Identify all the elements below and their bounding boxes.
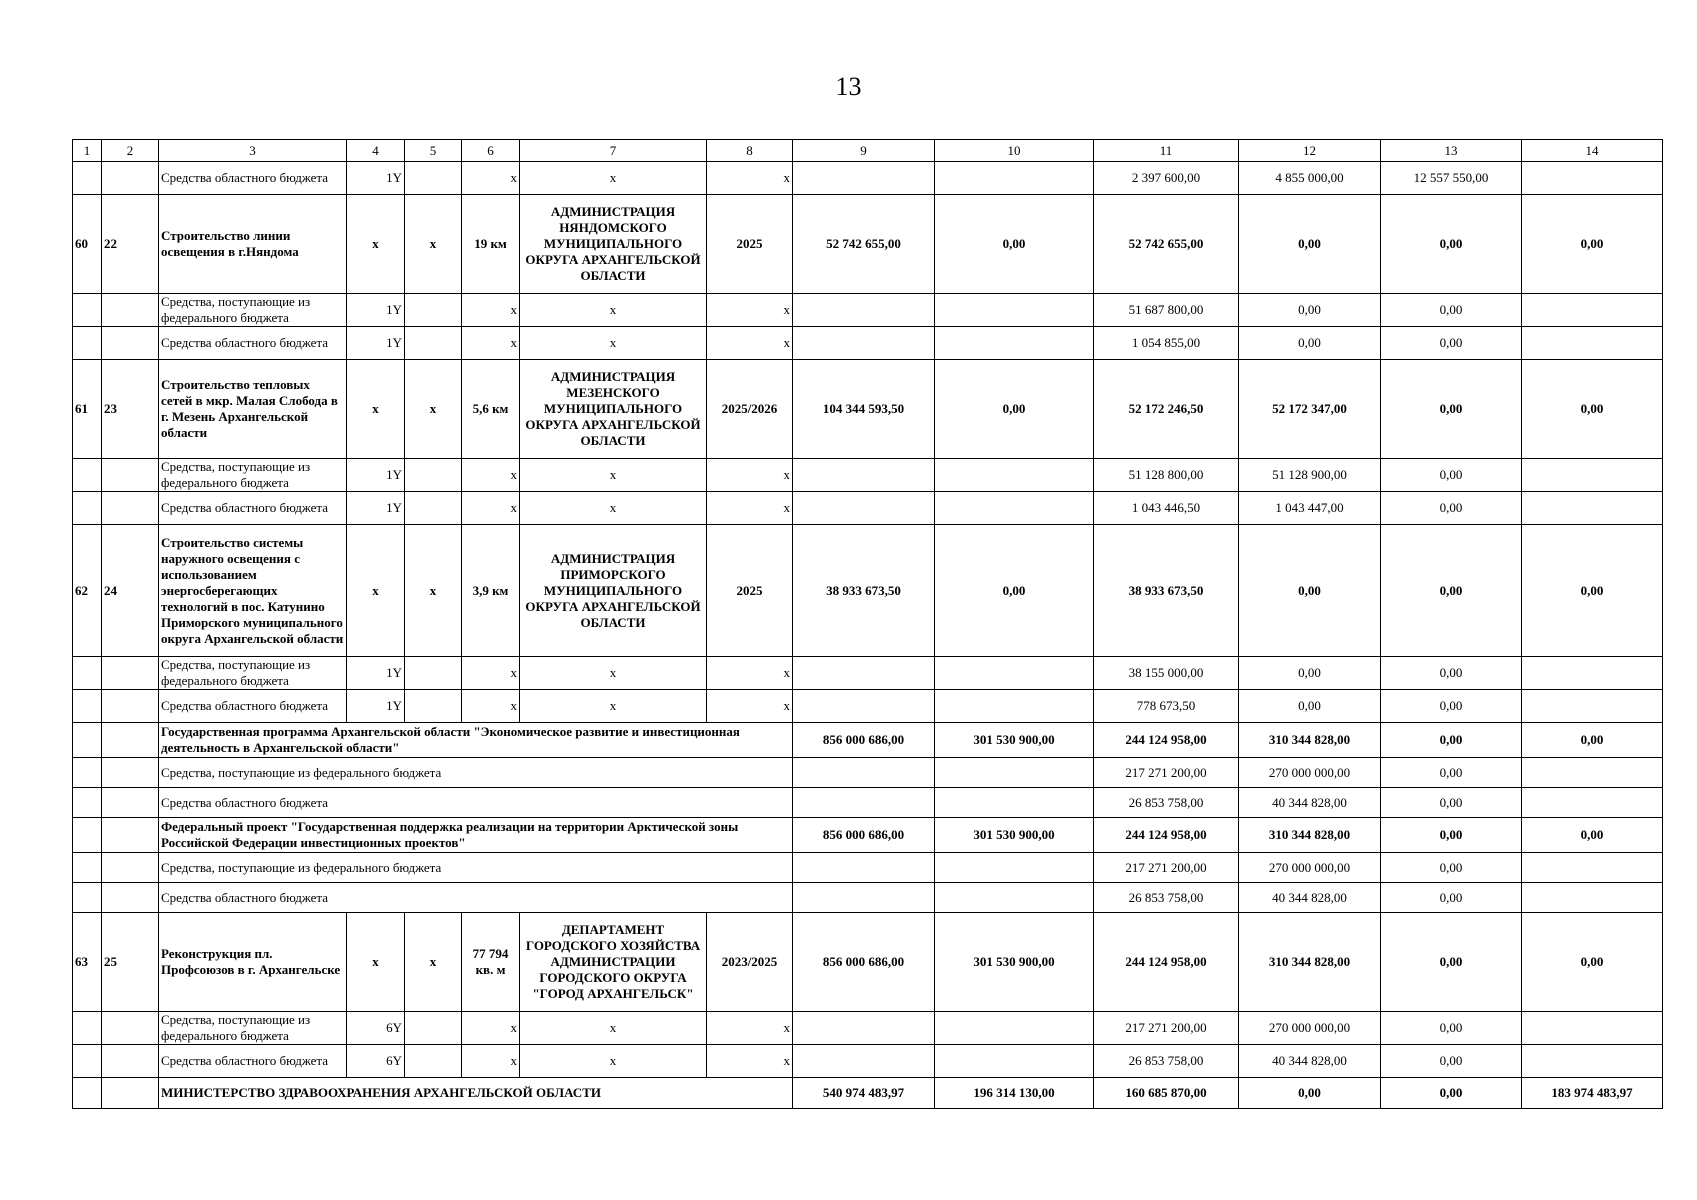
cell-amount: 1 054 855,00: [1094, 327, 1239, 360]
column-number: 14: [1522, 140, 1663, 162]
cell-period: x: [707, 327, 793, 360]
column-number: 5: [405, 140, 462, 162]
cell-amount: 540 974 483,97: [793, 1078, 935, 1109]
column-number: 1: [73, 140, 102, 162]
cell-amount: 1 043 447,00: [1239, 492, 1381, 525]
cell-amount: 856 000 686,00: [793, 913, 935, 1012]
table-row: [73, 723, 1663, 758]
cell-amount: 856 000 686,00: [793, 723, 935, 758]
cell-amount: 0,00: [1522, 913, 1663, 1012]
cell-amount: 0,00: [935, 525, 1094, 657]
cell-capacity: x: [462, 492, 520, 525]
cell-amount: 0,00: [1381, 818, 1522, 853]
column-number: 10: [935, 140, 1094, 162]
table-row: [73, 1078, 1663, 1109]
cell-amount: 4 855 000,00: [1239, 162, 1381, 195]
cell-col5: x: [405, 525, 462, 657]
cell-amount: 0,00: [1381, 360, 1522, 459]
cell-amount: 40 344 828,00: [1239, 883, 1381, 913]
cell-amount: 160 685 870,00: [1094, 1078, 1239, 1109]
cell-period: x: [707, 657, 793, 690]
cell-code: 1Y: [347, 657, 405, 690]
cell-amount: 0,00: [1381, 1012, 1522, 1045]
cell-amount: 301 530 900,00: [935, 723, 1094, 758]
cell-object-number: 23: [102, 360, 159, 459]
cell-amount: 0,00: [1239, 294, 1381, 327]
cell-capacity: 19 км: [462, 195, 520, 294]
cell-code: 1Y: [347, 162, 405, 195]
cell-capacity: x: [462, 1012, 520, 1045]
cell-amount: 26 853 758,00: [1094, 883, 1239, 913]
cell-amount: 0,00: [1239, 657, 1381, 690]
cell-amount: 51 128 800,00: [1094, 459, 1239, 492]
cell-code: x: [347, 525, 405, 657]
cell-capacity: 5,6 км: [462, 360, 520, 459]
cell-amount: 778 673,50: [1094, 690, 1239, 723]
funding-source: Средства, поступающие из федерального бюджета: [159, 657, 347, 690]
cell-amount: 217 271 200,00: [1094, 758, 1239, 788]
cell-amount: 0,00: [1381, 1045, 1522, 1078]
table-row: [73, 913, 1663, 1012]
cell-amount: 0,00: [1381, 758, 1522, 788]
cell-object-number: 25: [102, 913, 159, 1012]
cell-amount: 0,00: [1381, 525, 1522, 657]
funding-source: Средства областного бюджета: [159, 788, 793, 818]
cell-code: x: [347, 360, 405, 459]
cell-customer: АДМИНИСТРАЦИЯ ПРИМОРСКОГО МУНИЦИПАЛЬНОГО ОКРУГА АРХАНГЕЛЬСКОЙ ОБЛАСТИ: [520, 525, 707, 657]
cell-amount: 0,00: [1381, 788, 1522, 818]
table-row: [73, 162, 1663, 195]
cell-amount: 0,00: [1239, 327, 1381, 360]
cell-amount: 40 344 828,00: [1239, 788, 1381, 818]
cell-period: 2025/2026: [707, 360, 793, 459]
cell-amount: 270 000 000,00: [1239, 853, 1381, 883]
cell-amount: 0,00: [1239, 525, 1381, 657]
table-row: [73, 294, 1663, 327]
cell-period: x: [707, 492, 793, 525]
cell-period: x: [707, 1045, 793, 1078]
cell-row-number: 62: [73, 525, 102, 657]
cell-amount: 0,00: [1381, 1078, 1522, 1109]
cell-amount: 104 344 593,50: [793, 360, 935, 459]
cell-customer: x: [520, 1012, 707, 1045]
cell-customer: ДЕПАРТАМЕНТ ГОРОДСКОГО ХОЗЯЙСТВА АДМИНИСТРАЦИИ ГОРОДСКОГО ОКРУГА "ГОРОД АРХАНГЕЛЬСК": [520, 913, 707, 1012]
cell-col5: x: [405, 913, 462, 1012]
cell-capacity: x: [462, 690, 520, 723]
cell-customer: x: [520, 162, 707, 195]
cell-amount: 0,00: [1381, 723, 1522, 758]
object-name: Строительство тепловых сетей в мкр. Малая Слобода в г. Мезень Архангельской области: [159, 360, 347, 459]
column-number: 8: [707, 140, 793, 162]
cell-row-number: 60: [73, 195, 102, 294]
cell-amount: 0,00: [1239, 1078, 1381, 1109]
cell-col5: x: [405, 195, 462, 294]
cell-period: x: [707, 294, 793, 327]
table-row: [73, 758, 1663, 788]
cell-customer: x: [520, 492, 707, 525]
table-row: [73, 195, 1663, 294]
cell-amount: 244 124 958,00: [1094, 818, 1239, 853]
cell-amount: 0,00: [1239, 195, 1381, 294]
program-name: Государственная программа Архангельской области "Экономическое развитие и инвестиционная деятельность в Архангельской области": [159, 723, 793, 758]
cell-amount: 0,00: [1381, 195, 1522, 294]
cell-customer: x: [520, 327, 707, 360]
cell-amount: 856 000 686,00: [793, 818, 935, 853]
cell-amount: 51 687 800,00: [1094, 294, 1239, 327]
cell-period: x: [707, 162, 793, 195]
cell-code: 1Y: [347, 459, 405, 492]
ministry-name: МИНИСТЕРСТВО ЗДРАВООХРАНЕНИЯ АРХАНГЕЛЬСКОЙ ОБЛАСТИ: [159, 1078, 793, 1109]
table-row: [73, 459, 1663, 492]
funding-source: Средства областного бюджета: [159, 327, 347, 360]
cell-amount: 0,00: [1239, 690, 1381, 723]
cell-amount: 0,00: [935, 195, 1094, 294]
funding-source: Средства областного бюджета: [159, 492, 347, 525]
object-name: Реконструкция пл. Профсоюзов в г. Архангельске: [159, 913, 347, 1012]
cell-amount: 0,00: [1381, 690, 1522, 723]
cell-amount: 52 742 655,00: [793, 195, 935, 294]
cell-amount: 51 128 900,00: [1239, 459, 1381, 492]
cell-amount: 38 155 000,00: [1094, 657, 1239, 690]
cell-code: x: [347, 195, 405, 294]
column-number: 4: [347, 140, 405, 162]
cell-amount: 12 557 550,00: [1381, 162, 1522, 195]
cell-amount: 52 172 347,00: [1239, 360, 1381, 459]
cell-amount: 244 124 958,00: [1094, 723, 1239, 758]
cell-customer: АДМИНИСТРАЦИЯ МЕЗЕНСКОГО МУНИЦИПАЛЬНОГО ОКРУГА АРХАНГЕЛЬСКОЙ ОБЛАСТИ: [520, 360, 707, 459]
cell-amount: 0,00: [1381, 492, 1522, 525]
column-number: 12: [1239, 140, 1381, 162]
cell-row-number: 63: [73, 913, 102, 1012]
table-row: [73, 690, 1663, 723]
cell-amount: 270 000 000,00: [1239, 758, 1381, 788]
cell-amount: 0,00: [1381, 883, 1522, 913]
cell-customer: АДМИНИСТРАЦИЯ НЯНДОМСКОГО МУНИЦИПАЛЬНОГО ОКРУГА АРХАНГЕЛЬСКОЙ ОБЛАСТИ: [520, 195, 707, 294]
cell-customer: x: [520, 690, 707, 723]
funding-source: Средства областного бюджета: [159, 883, 793, 913]
cell-amount: 26 853 758,00: [1094, 788, 1239, 818]
cell-amount: 0,00: [1381, 913, 1522, 1012]
cell-amount: 38 933 673,50: [1094, 525, 1239, 657]
cell-amount: 217 271 200,00: [1094, 1012, 1239, 1045]
page-number: 13: [835, 72, 862, 101]
cell-amount: 0,00: [935, 360, 1094, 459]
cell-amount: 52 742 655,00: [1094, 195, 1239, 294]
federal-project-name: Федеральный проект "Государственная поддержка реализации на территории Арктической зоны Российской Федерации инвестиционных проектов": [159, 818, 793, 853]
cell-capacity: 3,9 км: [462, 525, 520, 657]
funding-source: Средства областного бюджета: [159, 1045, 347, 1078]
column-number: 3: [159, 140, 347, 162]
budget-table: [72, 139, 1663, 1109]
cell-amount: 310 344 828,00: [1239, 818, 1381, 853]
cell-amount: 2 397 600,00: [1094, 162, 1239, 195]
column-number: 7: [520, 140, 707, 162]
cell-amount: 40 344 828,00: [1239, 1045, 1381, 1078]
funding-source: Средства, поступающие из федерального бюджета: [159, 1012, 347, 1045]
funding-source: Средства областного бюджета: [159, 162, 347, 195]
funding-source: Средства, поступающие из федерального бюджета: [159, 758, 793, 788]
table-row: [73, 788, 1663, 818]
table-row: [73, 1012, 1663, 1045]
cell-customer: x: [520, 1045, 707, 1078]
funding-source: Средства, поступающие из федерального бюджета: [159, 853, 793, 883]
table-row: [73, 360, 1663, 459]
cell-amount: 0,00: [1522, 818, 1663, 853]
cell-code: 1Y: [347, 492, 405, 525]
cell-capacity: x: [462, 459, 520, 492]
cell-period: 2025: [707, 195, 793, 294]
cell-customer: x: [520, 459, 707, 492]
funding-source: Средства, поступающие из федерального бюджета: [159, 459, 347, 492]
cell-amount: 0,00: [1381, 294, 1522, 327]
cell-code: 1Y: [347, 690, 405, 723]
cell-amount: 0,00: [1381, 853, 1522, 883]
table-row: [73, 657, 1663, 690]
column-number: 6: [462, 140, 520, 162]
cell-period: 2023/2025: [707, 913, 793, 1012]
cell-amount: 0,00: [1381, 327, 1522, 360]
cell-customer: x: [520, 294, 707, 327]
cell-row-number: 61: [73, 360, 102, 459]
table-row: [73, 492, 1663, 525]
object-name: Строительство линии освещения в г.Няндома: [159, 195, 347, 294]
cell-period: x: [707, 690, 793, 723]
table-row: [73, 818, 1663, 853]
cell-capacity: x: [462, 1045, 520, 1078]
cell-amount: 0,00: [1522, 195, 1663, 294]
cell-code: 1Y: [347, 327, 405, 360]
cell-amount: 38 933 673,50: [793, 525, 935, 657]
cell-amount: 244 124 958,00: [1094, 913, 1239, 1012]
cell-period: 2025: [707, 525, 793, 657]
cell-capacity: x: [462, 294, 520, 327]
cell-amount: 301 530 900,00: [935, 818, 1094, 853]
cell-code: 6Y: [347, 1045, 405, 1078]
table-row: [73, 883, 1663, 913]
cell-amount: 0,00: [1522, 723, 1663, 758]
funding-source: Средства областного бюджета: [159, 690, 347, 723]
cell-amount: 0,00: [1522, 525, 1663, 657]
cell-capacity: x: [462, 327, 520, 360]
column-number: 9: [793, 140, 935, 162]
funding-source: Средства, поступающие из федерального бюджета: [159, 294, 347, 327]
cell-capacity: 77 794 кв. м: [462, 913, 520, 1012]
column-number: 11: [1094, 140, 1239, 162]
table-row: [73, 853, 1663, 883]
cell-object-number: 24: [102, 525, 159, 657]
cell-customer: x: [520, 657, 707, 690]
cell-object-number: 22: [102, 195, 159, 294]
cell-amount: 0,00: [1381, 657, 1522, 690]
column-number-row: [73, 140, 1663, 162]
cell-amount: 26 853 758,00: [1094, 1045, 1239, 1078]
table-row: [73, 1045, 1663, 1078]
cell-capacity: x: [462, 162, 520, 195]
cell-amount: 1 043 446,50: [1094, 492, 1239, 525]
cell-amount: 0,00: [1381, 459, 1522, 492]
cell-period: x: [707, 459, 793, 492]
cell-amount: 310 344 828,00: [1239, 723, 1381, 758]
cell-amount: 52 172 246,50: [1094, 360, 1239, 459]
cell-amount: 270 000 000,00: [1239, 1012, 1381, 1045]
cell-capacity: x: [462, 657, 520, 690]
object-name: Строительство системы наружного освещения с использованием энергосберегающих технологий в пос. Катунино Приморского муниципального округа Архангельской области: [159, 525, 347, 657]
table-row: [73, 327, 1663, 360]
cell-amount: 196 314 130,00: [935, 1078, 1094, 1109]
cell-code: x: [347, 913, 405, 1012]
cell-code: 6Y: [347, 1012, 405, 1045]
cell-amount: 310 344 828,00: [1239, 913, 1381, 1012]
cell-code: 1Y: [347, 294, 405, 327]
cell-amount: 301 530 900,00: [935, 913, 1094, 1012]
table-row: [73, 525, 1663, 657]
cell-col5: x: [405, 360, 462, 459]
cell-amount: 183 974 483,97: [1522, 1078, 1663, 1109]
column-number: 2: [102, 140, 159, 162]
cell-amount: 217 271 200,00: [1094, 853, 1239, 883]
cell-period: x: [707, 1012, 793, 1045]
cell-amount: 0,00: [1522, 360, 1663, 459]
column-number: 13: [1381, 140, 1522, 162]
